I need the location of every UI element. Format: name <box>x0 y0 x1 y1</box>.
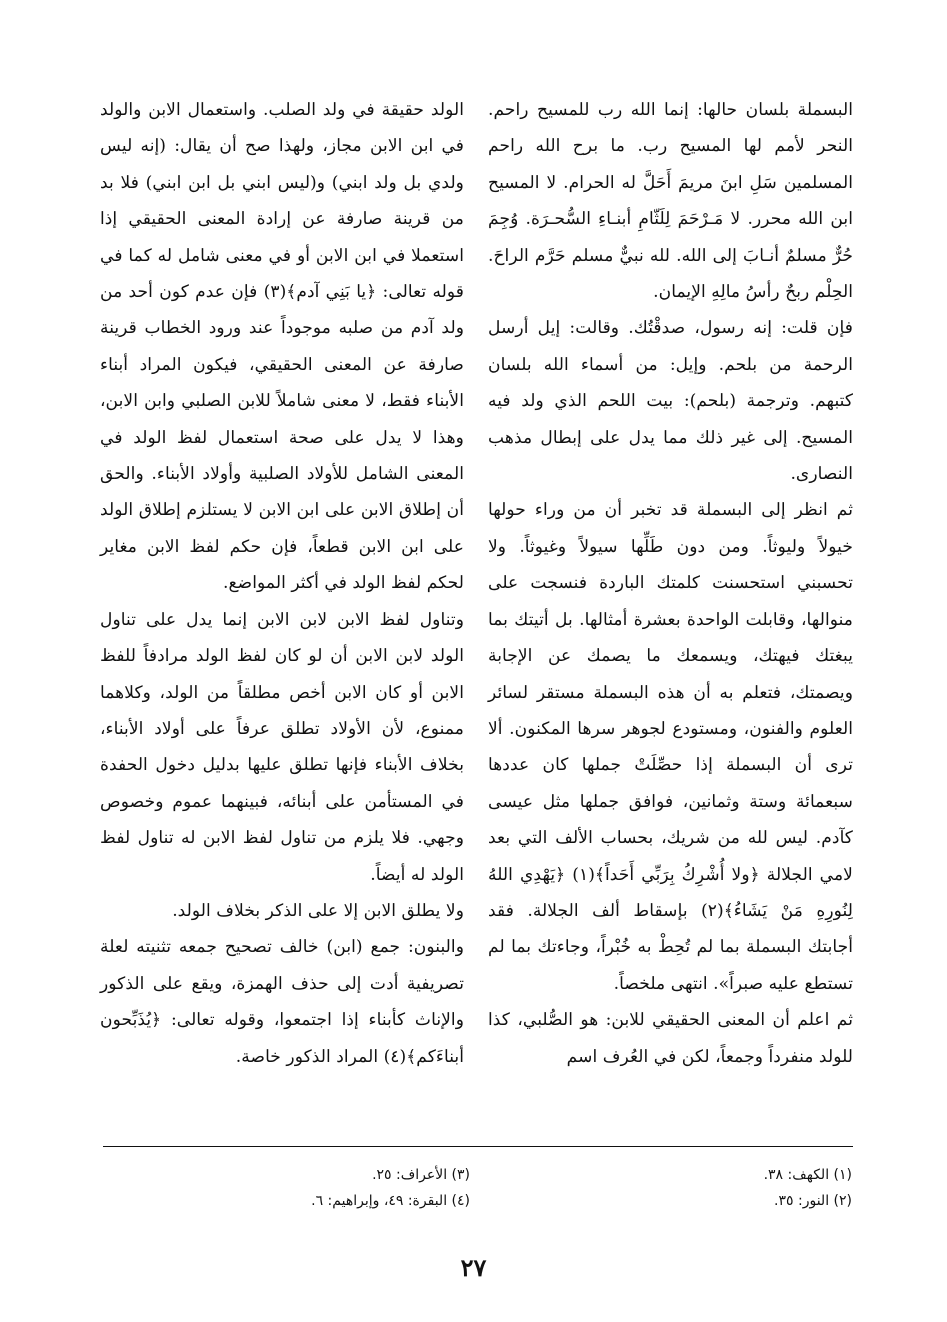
footnote: (٢) النور: ٣٥. <box>774 1193 852 1209</box>
paragraph: والبنون: جمع (ابن) خالف تصحيح جمعه تثنيته لعلة تصريفية أدت إلى حذف الهمزة، ويقع على الذكور والإناث كأبناء إذا اجتمعوا، وقوله تعالى: ﴿يُذَبِّحون أبناءَكم﴾(٤) المراد الذكور خاصة. <box>100 937 464 1067</box>
footnotes-right <box>600 1162 852 1214</box>
footnotes-left <box>200 1162 470 1214</box>
paragraph: ولا يطلق الابن إلا على الذكر بخلاف الولد. <box>172 900 464 921</box>
paragraph: البسملة بلسان حالها: إنما الله رب للمسيح راحم. النحر لأمم لها المسيح رب. ما برح الله راحم المسلمين سَلِ ابنَ مريمَ أَحَلَّ له الحرام. لا المسيح ابن الله محرر. لا مَـرْحَمَ لِلَثّامِ أبنـاءِ السُّحـرَة. وُجِمَ حُرٌّ مسلمٌ أنـابَ إلى الله. لله نبيٌّ مسلم حَرَّم الراحَ. الحِلْم ربحٌ رأسُ مالِهِ الإيمان. <box>488 100 853 303</box>
paragraph: فإن قلت: إنه رسول، صدقْتُك. وقالت: إيل أرسل الرحمة من بلحم. وإيل: من أسماء الله بلسان كتبهم. وترجمة (بلحم): بيت اللحم الذي ولد فيه المسيح. إلى غير ذلك مما يدل على إبطال مذهب النصارى. <box>488 318 853 485</box>
left-text-column <box>100 92 464 1075</box>
paragraph: ثم اعلم أن المعنى الحقيقي للابن: هو الصُّلبي، كذا للولد منفرداً وجمعاً، لكن في العُرف اسم <box>488 1010 853 1067</box>
footnote: (٤) البقرة: ٤٩، وإبراهيم: ٦. <box>311 1193 470 1209</box>
page-number: ٢٧ <box>460 1253 487 1282</box>
right-text-column <box>488 92 853 1075</box>
footnote-divider <box>103 1146 853 1147</box>
paragraph: ثم انظر إلى البسملة قد تخبر أن من وراء حولها خيولاً وليوثاً. ومن دون طَلِّها سيولاً وغيوثاً. ولا تحسبني استحسنت كلمتك الباردة فنسجت على منوالها، وقابلت الواحدة بعشرة أمثالها. بل أتيتك بما يبغتك فيهتك، ويسمعك ما يصمك عن الإجابة ويصمتك، فتعلم به أن هذه البسملة مستقر لسائر العلوم والفنون، ومستودع لجوهر سرها المكنون. ألا ترى أن البسملة إذا حصِّلَتْ جملها كان عددها سبعمائة وستة وثمانين، فوافق جملها مثل عيسى كآدم. ليس لله من شريك، بحساب الألف التي بعد لامي الجلالة ﴿ولا أُشْرِكُ بِرَبِّي أَحَداً﴾(١) ﴿يَهْدِي اللهُ لِنُورِهِ مَنْ يَشَاءُ﴾(٢) بإسقاط ألف الجلالة. فقد أجابتك البسملة بما لم تُحِطْ به خُبْراً، وجاءتك بما لم تستطع عليه صبراً». انتهى ملخصاً. <box>488 500 853 994</box>
footnote: (٣) الأعراف: ٢٥. <box>372 1167 470 1183</box>
paragraph: الولد حقيقة في ولد الصلب. واستعمال الابن والولد في ابن الابن مجاز، ولهذا صح أن يقال: (إنه ليس ولدي بل ولد ابني) و(ليس ابني بل ابن ابني) فلا بد من قرينة صارفة عن إرادة المعنى الحقيقي إذا استعملا في ابن الابن أو في معنى شامل له كما في قوله تعالى: ﴿يا بَنِي آدم﴾(٣) فإن عدم كون أحد من ولد آدم من صلبه موجوداً عند ورود الخطاب قرينة صارفة عن المعنى الحقيقي، فيكون المراد أبناء الأبناء فقط، لا معنى شاملاً للابن الصلبي وابن الابن، وهذا لا يدل على صحة استعمال لفظ الولد في المعنى الشامل للأولاد الصلبية وأولاد الأبناء. والحق أن إطلاق الابن على ابن الابن لا يستلزم إطلاق الولد على ابن الابن قطعاً، فإن حكم لفظ الابن مغاير لحكم لفظ الولد في أكثر المواضع. <box>100 100 464 594</box>
footnote: (١) الكهف: ٣٨. <box>763 1167 852 1183</box>
paragraph: وتناول لفظ الابن لابن الابن إنما يدل على تناول الولد لابن الابن أن لو كان لفظ الولد مرادفاً للفظ الابن أو كان الابن أخص مطلقاً من الولد، وكلاهما ممنوع، لأن الأولاد تطلق عرفاً على أولاد الأبناء، بخلاف الأبناء فإنها تطلق عليها بدليل دخول الحفدة في المستأمن على أبنائه، فبينهما عموم وخصوص وجهي. فلا يلزم من تناول لفظ الابن له تناول لفظ الولد له أيضاً. <box>100 609 464 885</box>
